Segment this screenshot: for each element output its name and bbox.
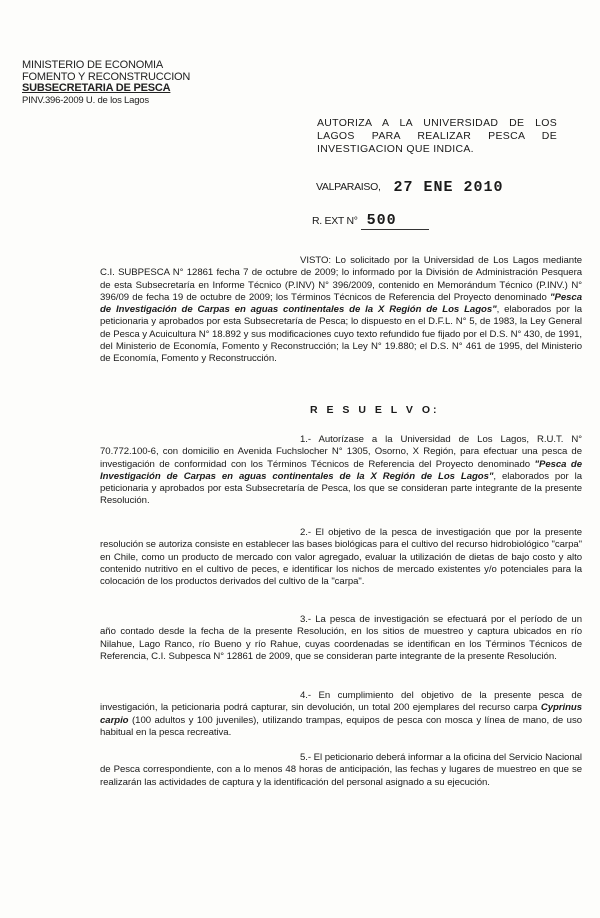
resolution-prefix: R. EXT N° (312, 215, 358, 227)
project-title: "Pesca de Investigación de Carpas en aguas continentales de la X Región de Los Lagos" (100, 291, 582, 316)
species-name: Cyprinus carpio (100, 702, 582, 726)
article-5: 5.- El peticionario deberá informar a la oficina del Servicio Nacional de Pesca correspondiente, con a lo menos 48 horas de anticipación, las fechas y lugares de muestreo en que se realizarán las actividades de captura y la identificación del personal asignado a su ejecución. (100, 752, 582, 788)
date-line (316, 178, 504, 195)
resolution-number (312, 212, 429, 230)
letterhead (22, 60, 222, 106)
subsecretaria-line: SUBSECRETARIA DE PESCA (22, 82, 171, 94)
visto-paragraph: VISTO: Lo solicitado por la Universidad de Los Lagos mediante C.I. SUBPESCA N° 12861 fecha 7 de octubre de 2009; lo informado por la División de Administración Pesquera de esta Subsecretaría en Informe Técnico (P.INV) N° 396/2009, contenido en Memorándum Técnico (P.INV.) N° 396/09 de fecha 19 de octubre de 2009; los Términos Técnicos de Referencia del Proyecto denominado "Pesca de Investigación de Carpas en aguas continentales de la X Región de Los Lagos", elaborados por la peticionaria y aprobados por esta Subsecretaría de Pesca; lo dispuesto en el D.F.L. N° 5, de 1983, la Ley General de Pesca y Acuicultura N° 18.892 y sus modificaciones cuyo texto refundido fue fijado por el D.S. N° 430, de 1991, del Ministerio de Economía, Fomento y Reconstrucción; la Ley N° 19.880; el D.S. N° 461 de 1995, del Ministerio de Economía, Fomento y Reconstrucción. (100, 255, 582, 365)
reference-line: PINV.396-2009 U. de los Lagos (22, 94, 149, 106)
project-title: "Pesca de Investigación de Carpas en aguas continentales de la X Región de Los Lagos" (100, 458, 582, 482)
resuelvo-heading: R E S U E L V O: (310, 404, 440, 416)
article-1: 1.- Autorízase a la Universidad de Los Lagos, R.U.T. N° 70.772.100-6, con domicilio en Avenida Fuchslocher N° 1305, Osorno, X Región, para efectuar una pesca de investigación de conformidad con los Términos Técnicos de Referencia del Proyecto denominado "Pesca de Investigación de Carpas en aguas continentales de la X Región de Los Lagos", elaborados por la peticionaria y aprobados por esta Subsecretaría de Pesca, los que se consideran parte integrante de la presente Resolución. (100, 434, 582, 507)
place-label: VALPARAISO, (316, 181, 381, 193)
ministry-line-1: MINISTERIO DE ECONOMIA (22, 59, 164, 71)
article-4: 4.- En cumplimiento del objetivo de la presente pesca de investigación, la peticionaria podrá capturar, sin devolución, un total 200 ejemplares del recurso carpa Cyprinus carpio (100 adultos y 100 juveniles), utilizando trampas, equipos de pesca con mosca y línea de mano, de uso habitual en la pesca recreativa. (100, 690, 582, 738)
date-stamp: 27 ENE 2010 (393, 179, 504, 196)
visto-section (100, 255, 582, 366)
subject-heading: AUTORIZA A LA UNIVERSIDAD DE LOS LAGOS PARA REALIZAR PESCA DE INVESTIGACION QUE INDICA. (317, 117, 557, 155)
article-3: 3.- La pesca de investigación se efectuará por el período de un año contado desde la fecha de la presente Resolución, en los sitios de muestreo y captura ubicados en río Nilahue, Lago Ranco, río Bueno y río Rahue, cuyas coordenadas se identifican en los Términos Técnicos de Referencia, C.I. Subpesca N° 12861 de 2009, que se consideran parte integrante de la presente Resolución. (100, 614, 582, 662)
article-2: 2.- El objetivo de la pesca de investigación que por la presente resolución se autoriza consiste en establecer las bases biológicas para el cultivo del recurso hidrobiológico "carpa" en Chile, como un producto de mercado con valor agregado, evaluar la utilización de dietas de bajo costo y alto contenido nutritivo en el cultivo de peces, e identificar los nichos de mercado existentes y/o potenciales para la colocación de los productos derivados del cultivo de la "carpa". (100, 527, 582, 588)
resolution-number-stamp: 500 (361, 212, 429, 230)
ministry-line-2: FOMENTO Y RECONSTRUCCION (22, 70, 191, 83)
